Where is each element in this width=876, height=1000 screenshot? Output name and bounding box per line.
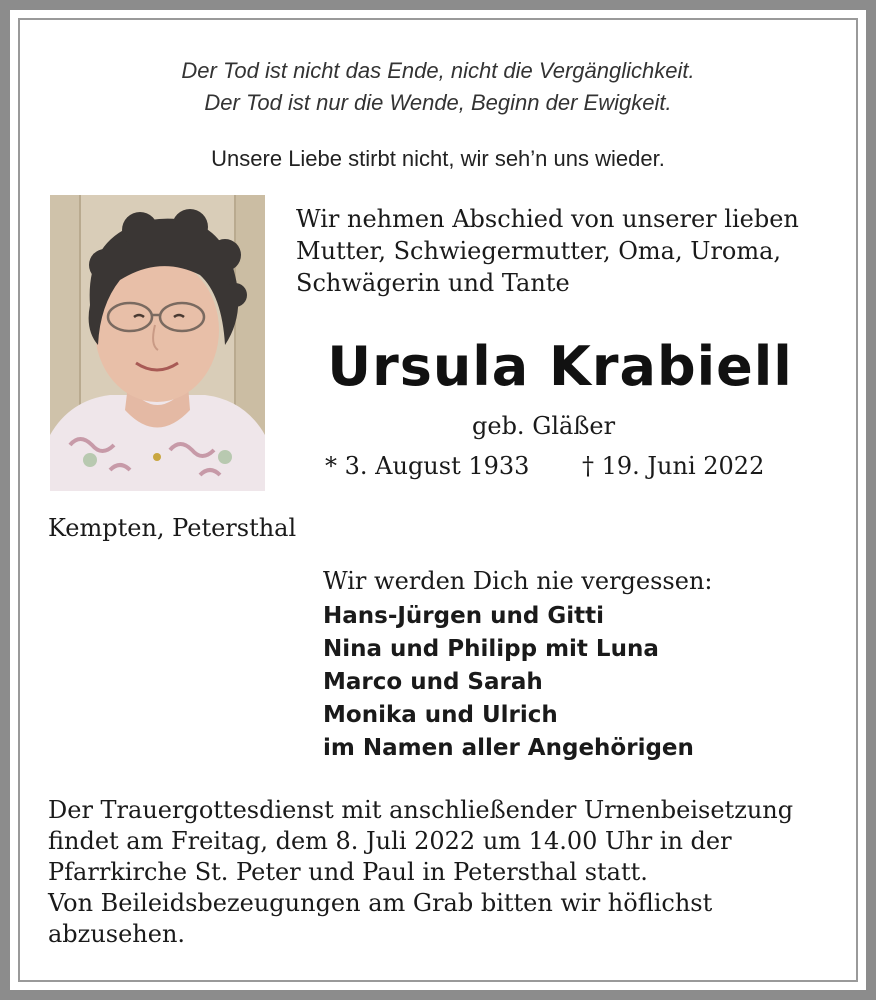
birth-date: * 3. August 1933 [325, 452, 530, 480]
mourner-name: Hans-Jürgen und Gitti [323, 603, 604, 629]
service-notice [48, 795, 793, 950]
service-line-4: Von Beileidsbezeugungen am Grab bitten wir höflichst [48, 889, 713, 917]
farewell-line-2: Mutter, Schwiegermutter, Oma, Uroma, [296, 237, 782, 265]
service-line-2: findet am Freitag, dem 8. Juli 2022 um 14.00 Uhr in der [48, 827, 732, 855]
birth-name: geb. Gläßer [472, 412, 616, 440]
motto: Unsere Liebe stirbt nicht, wir seh’n uns wieder. [211, 146, 665, 171]
service-line-5: abzusehen. [48, 920, 186, 948]
farewell-line-3: Schwägerin und Tante [296, 269, 570, 297]
quote-line-1: Der Tod ist nicht das Ende, nicht die Vergänglichkeit. [181, 58, 695, 83]
portrait-photo [50, 195, 265, 491]
service-line-1: Der Trauergottesdienst mit anschließender Urnenbeisetzung [48, 796, 794, 824]
mourner-name: Monika und Ulrich [323, 702, 558, 728]
obituary-card [10, 10, 866, 990]
location: Kempten, Petersthal [48, 514, 297, 542]
mourners-intro: Wir werden Dich nie vergessen: [323, 567, 713, 595]
mourners-list [323, 600, 694, 765]
quote-line-2: Der Tod ist nur die Wende, Beginn der Ewigkeit. [204, 90, 672, 115]
service-line-3: Pfarrkirche St. Peter und Paul in Petersthal statt. [48, 858, 648, 886]
farewell-text [296, 203, 799, 299]
mourner-name: Marco und Sarah [323, 669, 543, 695]
deceased-name: Ursula Krabiell [327, 335, 793, 398]
farewell-line-1: Wir nehmen Abschied von unserer lieben [296, 205, 799, 233]
death-date: † 19. Juni 2022 [582, 452, 765, 480]
mourner-name: im Namen aller Angehörigen [323, 735, 694, 761]
mourner-name: Nina und Philipp mit Luna [323, 636, 659, 662]
